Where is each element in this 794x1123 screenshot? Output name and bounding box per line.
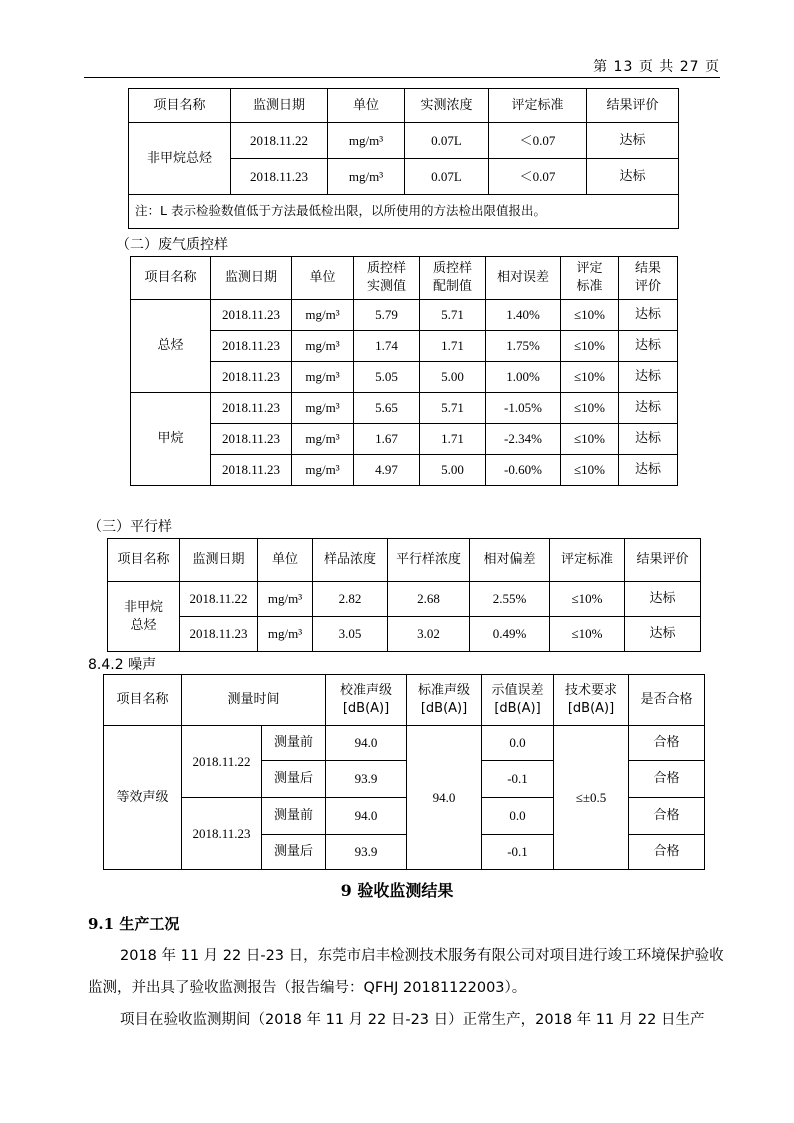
table-header: 结果 评价 bbox=[619, 257, 678, 300]
table-cell: mg/m³ bbox=[292, 300, 354, 331]
table-cell: 3.02 bbox=[388, 617, 470, 652]
table-header: 监测日期 bbox=[211, 257, 292, 300]
table-cell: mg/m³ bbox=[328, 159, 405, 195]
table-cell: 94.0 bbox=[326, 726, 407, 761]
table-cell: 0.07L bbox=[405, 159, 489, 195]
table-cell: ≤10% bbox=[561, 331, 619, 362]
table-cell: ≤10% bbox=[561, 300, 619, 331]
table-header: 单位 bbox=[328, 89, 405, 123]
table-cell: 2018.11.23 bbox=[211, 393, 292, 424]
table-header: 质控样 实测值 bbox=[354, 257, 420, 300]
section-title-parallel: （三）平行样 bbox=[88, 519, 172, 535]
table-cell: -0.1 bbox=[482, 761, 554, 798]
table-header: 评定 标准 bbox=[561, 257, 619, 300]
table-cell: 达标 bbox=[619, 455, 678, 486]
table-header: 样品浓度 bbox=[313, 539, 388, 582]
table-header: 项目名称 bbox=[108, 539, 180, 582]
table-header: 单位 bbox=[258, 539, 313, 582]
section-title-noise: 8.4.2 噪声 bbox=[88, 657, 157, 673]
table-cell: 0.07L bbox=[405, 123, 489, 159]
table-cell: ＜0.07 bbox=[489, 159, 587, 195]
paragraph: 2018 年 11 月 22 日-23 日，东莞市启丰检测技术服务有限公司对项目进行竣工环境保护验收监测，并出具了验收监测报告（报告编号：QFHJ 20181122003）。 bbox=[88, 948, 724, 996]
table-cell: 2018.11.22 bbox=[182, 726, 262, 798]
group-name: 总烃 bbox=[131, 300, 211, 393]
table-cell: 5.00 bbox=[420, 455, 486, 486]
table-noise-calibration bbox=[103, 674, 705, 870]
table-cell: 2018.11.23 bbox=[180, 617, 258, 652]
table-header: 技术要求 [dB(A)] bbox=[554, 675, 629, 726]
table-cell: 合格 bbox=[629, 761, 705, 798]
table-cell: 合格 bbox=[629, 798, 705, 835]
table-cell: 2018.11.23 bbox=[211, 424, 292, 455]
table-cell: 2018.11.23 bbox=[211, 455, 292, 486]
table-cell: 1.00% bbox=[486, 362, 561, 393]
table-cell: -0.60% bbox=[486, 455, 561, 486]
table-cell: 合格 bbox=[629, 726, 705, 761]
table-note: 注：L 表示检验数值低于方法最低检出限，以所使用的方法检出限值报出。 bbox=[129, 195, 679, 229]
table-cell: mg/m³ bbox=[292, 362, 354, 393]
table-cell: 2018.11.22 bbox=[231, 123, 328, 159]
table-cell: 93.9 bbox=[326, 761, 407, 798]
table-cell: 1.71 bbox=[420, 331, 486, 362]
table-cell: 2018.11.23 bbox=[182, 798, 262, 870]
table-cell: 测量后 bbox=[262, 835, 326, 870]
table-cell: mg/m³ bbox=[328, 123, 405, 159]
table-cell: 5.79 bbox=[354, 300, 420, 331]
table-header: 质控样 配制值 bbox=[420, 257, 486, 300]
table-header: 项目名称 bbox=[104, 675, 182, 726]
table-cell: 达标 bbox=[625, 617, 701, 652]
table-cell: 0.0 bbox=[482, 798, 554, 835]
table-cell: ＜0.07 bbox=[489, 123, 587, 159]
table-cell: 5.71 bbox=[420, 300, 486, 331]
table-header: 项目名称 bbox=[129, 89, 231, 123]
table-cell: mg/m³ bbox=[292, 424, 354, 455]
paragraph: 项目在验收监测期间（2018 年 11 月 22 日-23 日）正常生产，2018 年 11 月 22 日生产 bbox=[120, 1012, 705, 1028]
table-cell: 94.0 bbox=[326, 798, 407, 835]
table-parallel-samples bbox=[107, 538, 701, 652]
table-cell: 5.71 bbox=[420, 393, 486, 424]
table-header: 实测浓度 bbox=[405, 89, 489, 123]
group-name: 甲烷 bbox=[131, 393, 211, 486]
table-cell: ≤±0.5 bbox=[554, 726, 629, 870]
table-header: 单位 bbox=[292, 257, 354, 300]
table-header: 监测日期 bbox=[180, 539, 258, 582]
header-divider bbox=[84, 77, 720, 78]
table-cell: 5.05 bbox=[354, 362, 420, 393]
table-cell: mg/m³ bbox=[292, 393, 354, 424]
table-cell: 2018.11.23 bbox=[211, 331, 292, 362]
table-cell: 测量后 bbox=[262, 761, 326, 798]
table-cell: 测量前 bbox=[262, 798, 326, 835]
table-cell: 达标 bbox=[619, 393, 678, 424]
table-cell: 1.74 bbox=[354, 331, 420, 362]
table-header: 项目名称 bbox=[131, 257, 211, 300]
table-cell: 94.0 bbox=[407, 726, 482, 870]
page-number: 第 13 页 共 27 页 bbox=[593, 59, 720, 75]
table-header: 示值误差 [dB(A)] bbox=[482, 675, 554, 726]
table-cell: 达标 bbox=[619, 362, 678, 393]
table-header: 评定标准 bbox=[489, 89, 587, 123]
table-cell: 2.68 bbox=[388, 582, 470, 617]
table-header: 测量时间 bbox=[182, 675, 326, 726]
chapter-title: 9 验收监测结果 bbox=[340, 881, 454, 900]
section-title-qc: （二）废气质控样 bbox=[116, 237, 228, 253]
table-cell: 2018.11.23 bbox=[211, 300, 292, 331]
table-cell: 5.00 bbox=[420, 362, 486, 393]
item-name: 非甲烷 总烃 bbox=[108, 582, 180, 652]
table-cell: 2018.11.23 bbox=[211, 362, 292, 393]
table-cell: 0.49% bbox=[470, 617, 550, 652]
table-header: 结果评价 bbox=[587, 89, 679, 123]
table-cell: 达标 bbox=[619, 300, 678, 331]
table-cell: ≤10% bbox=[561, 424, 619, 455]
table-header: 校准声级 [dB(A)] bbox=[326, 675, 407, 726]
table-header: 是否合格 bbox=[629, 675, 705, 726]
item-name: 非甲烷总烃 bbox=[129, 123, 231, 195]
table-cell: mg/m³ bbox=[292, 331, 354, 362]
table-header: 监测日期 bbox=[231, 89, 328, 123]
table-cell: -2.34% bbox=[486, 424, 561, 455]
table-cell: 达标 bbox=[619, 331, 678, 362]
table-cell: ≤10% bbox=[550, 617, 625, 652]
table-cell: 1.67 bbox=[354, 424, 420, 455]
table-cell: 测量前 bbox=[262, 726, 326, 761]
table-cell: 4.97 bbox=[354, 455, 420, 486]
table-nmhc-results bbox=[128, 88, 679, 229]
item-name: 等效声级 bbox=[104, 726, 182, 870]
table-cell: mg/m³ bbox=[258, 617, 313, 652]
table-cell: 2.55% bbox=[470, 582, 550, 617]
table-cell: mg/m³ bbox=[258, 582, 313, 617]
table-cell: 2.82 bbox=[313, 582, 388, 617]
table-cell: 1.71 bbox=[420, 424, 486, 455]
table-cell: 达标 bbox=[587, 159, 679, 195]
table-cell: 达标 bbox=[625, 582, 701, 617]
table-cell: 93.9 bbox=[326, 835, 407, 870]
table-cell: ≤10% bbox=[561, 455, 619, 486]
table-qc-samples bbox=[130, 256, 678, 486]
table-cell: 达标 bbox=[619, 424, 678, 455]
table-cell: 5.65 bbox=[354, 393, 420, 424]
table-header: 相对偏差 bbox=[470, 539, 550, 582]
table-cell: ≤10% bbox=[561, 362, 619, 393]
table-cell: 1.75% bbox=[486, 331, 561, 362]
table-header: 相对误差 bbox=[486, 257, 561, 300]
table-cell: ≤10% bbox=[550, 582, 625, 617]
subsection-title: 9.1 生产工况 bbox=[88, 915, 180, 933]
table-cell: 2018.11.23 bbox=[231, 159, 328, 195]
table-cell: 1.40% bbox=[486, 300, 561, 331]
table-cell: 0.0 bbox=[482, 726, 554, 761]
table-cell: mg/m³ bbox=[292, 455, 354, 486]
table-cell: 合格 bbox=[629, 835, 705, 870]
table-header: 标准声级 [dB(A)] bbox=[407, 675, 482, 726]
table-header: 结果评价 bbox=[625, 539, 701, 582]
table-header: 评定标准 bbox=[550, 539, 625, 582]
table-cell: 2018.11.22 bbox=[180, 582, 258, 617]
table-header: 平行样浓度 bbox=[388, 539, 470, 582]
table-cell: ≤10% bbox=[561, 393, 619, 424]
table-cell: -1.05% bbox=[486, 393, 561, 424]
table-cell: -0.1 bbox=[482, 835, 554, 870]
table-cell: 3.05 bbox=[313, 617, 388, 652]
table-cell: 达标 bbox=[587, 123, 679, 159]
